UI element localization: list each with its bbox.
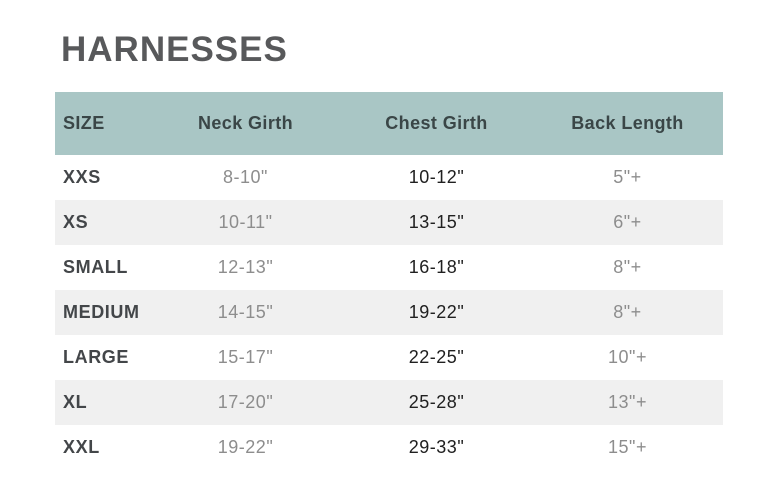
- cell-chest-girth: 13-15": [408, 212, 465, 232]
- column-header-neck-girth: Neck Girth: [150, 92, 341, 155]
- cell-neck-girth: 8-10": [223, 167, 268, 187]
- size-chart-table: [55, 92, 723, 470]
- cell-back-length: 15"+: [608, 437, 647, 457]
- table-row: [55, 245, 723, 290]
- cell-chest-girth: 19-22": [408, 302, 465, 322]
- cell-chest-girth: 29-33": [408, 437, 465, 457]
- table-row: [55, 200, 723, 245]
- cell-back-length: 8"+: [613, 257, 642, 277]
- cell-neck-girth: 15-17": [217, 347, 274, 367]
- table-row: [55, 380, 723, 425]
- cell-back-length: 5"+: [613, 167, 642, 187]
- table-body: [55, 155, 723, 470]
- cell-neck-girth: 17-20": [217, 392, 274, 412]
- header-row: [55, 92, 723, 155]
- cell-neck-girth: 10-11": [218, 212, 273, 232]
- cell-size: MEDIUM: [63, 302, 140, 322]
- cell-chest-girth: 16-18": [408, 257, 465, 277]
- cell-size: XXS: [63, 167, 101, 187]
- table-header: [55, 92, 723, 155]
- cell-size: XS: [63, 212, 89, 232]
- table-row: [55, 425, 723, 470]
- cell-neck-girth: 14-15": [217, 302, 274, 322]
- cell-chest-girth: 25-28": [408, 392, 465, 412]
- cell-back-length: 6"+: [613, 212, 642, 232]
- cell-back-length: 10"+: [608, 347, 647, 367]
- cell-size: XL: [63, 392, 88, 412]
- column-header-chest-girth: Chest Girth: [341, 92, 532, 155]
- cell-size: SMALL: [63, 257, 128, 277]
- table-row: [55, 290, 723, 335]
- cell-size: XXL: [63, 437, 100, 457]
- cell-chest-girth: 10-12": [408, 167, 465, 187]
- page-title: HARNESSES: [61, 30, 288, 69]
- cell-size: LARGE: [63, 347, 129, 367]
- table-row: [55, 155, 723, 200]
- cell-chest-girth: 22-25": [408, 347, 465, 367]
- cell-back-length: 8"+: [613, 302, 642, 322]
- column-header-back-length: Back Length: [532, 92, 723, 155]
- column-header-size: SIZE: [55, 92, 150, 155]
- cell-neck-girth: 12-13": [217, 257, 274, 277]
- cell-neck-girth: 19-22": [217, 437, 274, 457]
- cell-back-length: 13"+: [608, 392, 647, 412]
- table-row: [55, 335, 723, 380]
